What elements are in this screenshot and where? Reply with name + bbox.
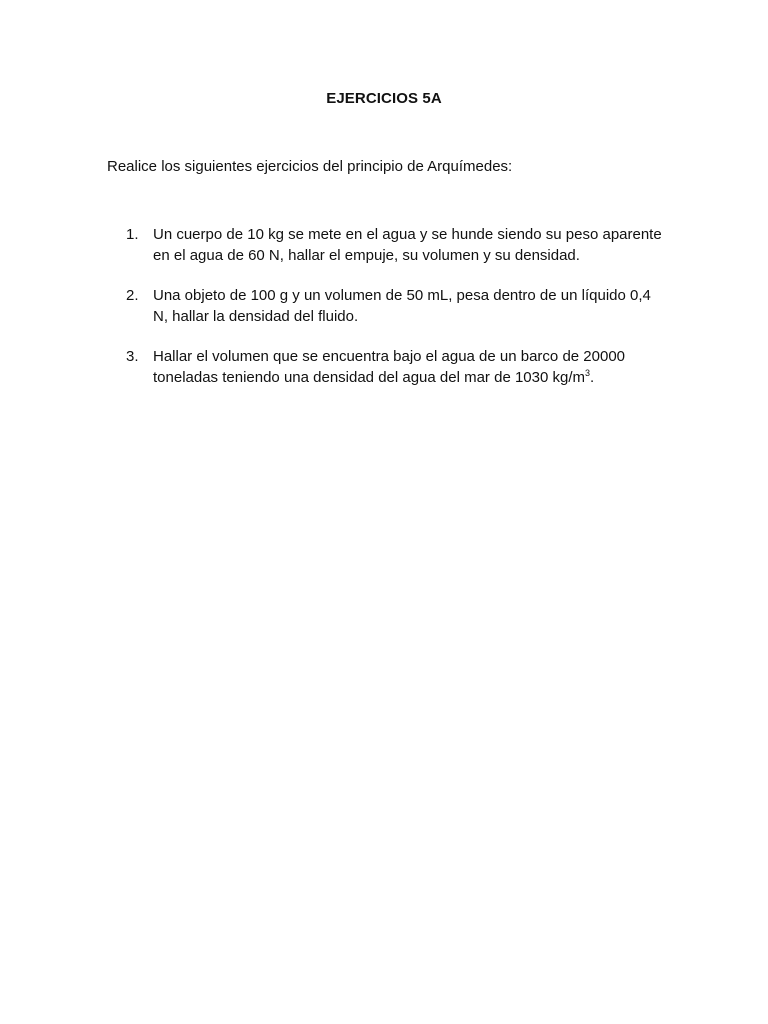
exercise-text-main: Hallar el volumen que se encuentra bajo el agua de un barco de 20000 toneladas teniendo una densidad del agua del mar de 1030 kg/m [153,348,626,386]
exponent-superscript: 3 [585,368,591,378]
exercise-text: Un cuerpo de 10 kg se mete en el agua y se hunde siendo su peso aparente en el agua de 60 N, hallar el empuje, su volumen y su densidad. [153,226,662,264]
exercise-number: 3. [126,348,139,365]
exercise-number: 2. [126,287,139,304]
exercise-list [126,224,666,407]
exercise-text: Una objeto de 100 g y un volumen de 50 mL, pesa dentro de un líquido 0,4 N, hallar la densidad del fluido. [153,287,651,325]
exercise-text [153,348,625,386]
exercise-item-2 [126,285,666,327]
intro-text: Realice los siguientes ejercicios del principio de Arquímedes: [107,158,513,175]
exercise-text-suffix: . [590,369,595,386]
exercise-item-1 [126,224,666,266]
exercise-number: 1. [126,226,139,243]
exercise-item-3 [126,346,666,388]
document-title: EJERCICIOS 5A [326,90,442,107]
